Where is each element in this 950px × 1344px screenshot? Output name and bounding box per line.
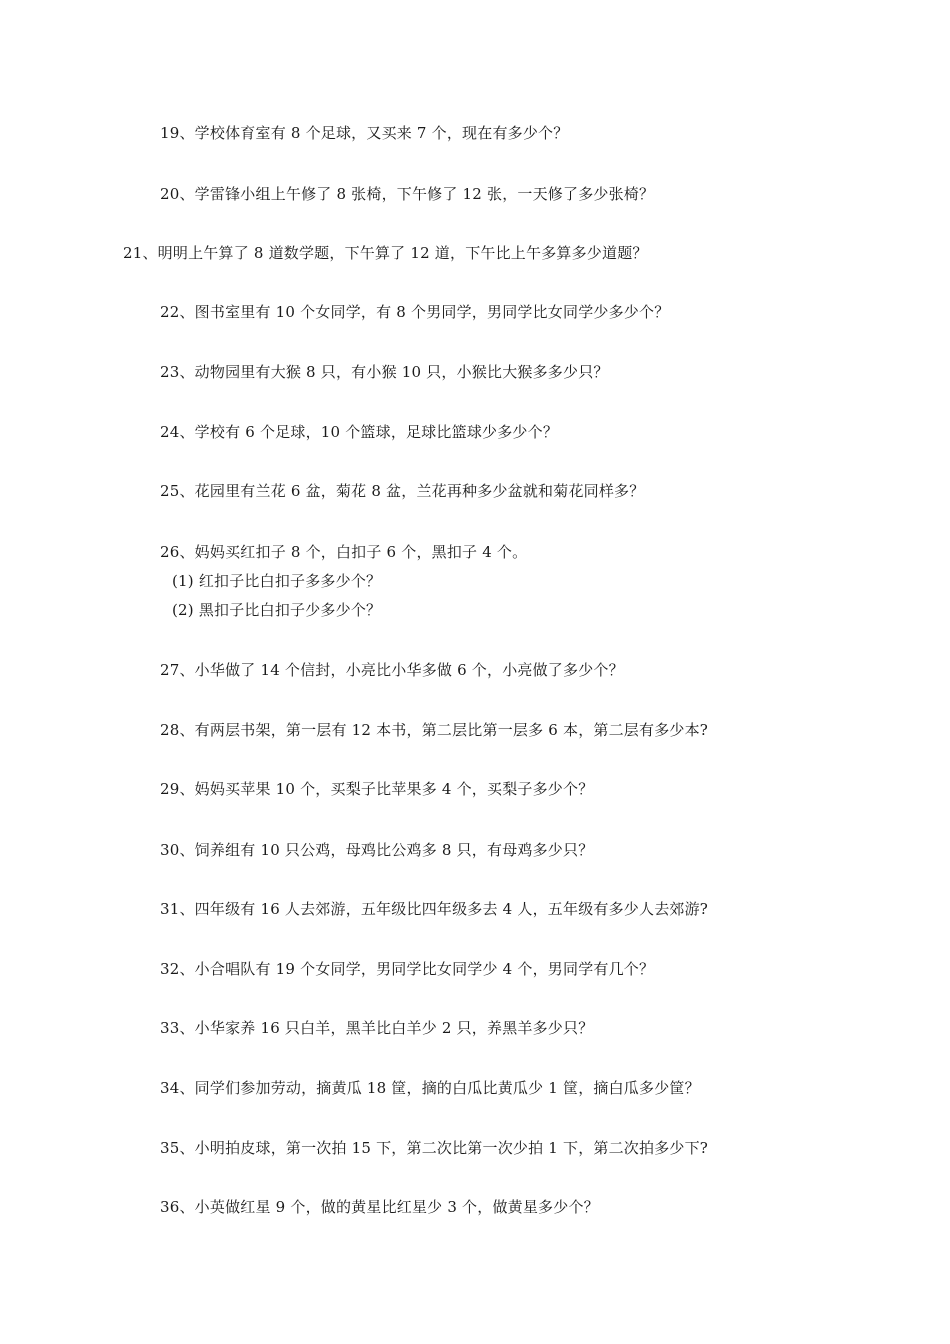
question-33: 33、小华家养 16 只白羊，黑羊比白羊少 2 只，养黑羊多少只？ (160, 1019, 594, 1037)
question-26: 26、妈妈买红扣子 8 个，白扣子 6 个，黑扣子 4 个。 (160, 543, 528, 561)
question-29: 29、妈妈买苹果 10 个，买梨子比苹果多 4 个，买梨子多少个？ (160, 780, 594, 798)
question-28: 28、有两层书架，第一层有 12 本书，第二层比第一层多 6 本，第二层有多少本? (160, 721, 709, 739)
question-35: 35、小明拍皮球，第一次拍 15 下，第二次比第一次少拍 1 下，第二次拍多少下? (160, 1139, 709, 1157)
question-24: 24、学校有 6 个足球，10 个篮球，足球比篮球少多少个？ (160, 423, 559, 441)
question-31: 31、四年级有 16 人去郊游，五年级比四年级多去 4 人，五年级有多少人去郊游? (160, 900, 709, 918)
question-27: 27、小华做了 14 个信封，小亮比小华多做 6 个，小亮做了多少个？ (160, 661, 624, 679)
question-26-part-2: (2) 黑扣子比白扣子少多少个？ (172, 601, 382, 619)
question-20: 20、学雷锋小组上午修了 8 张椅，下午修了 12 张，一天修了多少张椅？ (160, 185, 655, 203)
question-36: 36、小英做红星 9 个，做的黄星比红星少 3 个，做黄星多少个？ (160, 1198, 599, 1216)
question-34: 34、同学们参加劳动，摘黄瓜 18 筐，摘的白瓜比黄瓜少 1 筐，摘白瓜多少筐？ (160, 1079, 700, 1097)
question-25: 25、花园里有兰花 6 盆，菊花 8 盆，兰花再种多少盆就和菊花同样多？ (160, 482, 645, 500)
question-26-part-1: (1) 红扣子比白扣子多多少个？ (172, 572, 382, 590)
question-21: 21、明明上午算了 8 道数学题，下午算了 12 道，下午比上午多算多少道题？ (123, 244, 648, 262)
question-30: 30、饲养组有 10 只公鸡，母鸡比公鸡多 8 只，有母鸡多少只？ (160, 841, 594, 859)
question-22: 22、图书室里有 10 个女同学，有 8 个男同学，男同学比女同学少多少个？ (160, 303, 670, 321)
question-19: 19、学校体育室有 8 个足球，又买来 7 个，现在有多少个？ (160, 124, 569, 142)
question-32: 32、小合唱队有 19 个女同学，男同学比女同学少 4 个，男同学有几个？ (160, 960, 655, 978)
question-23: 23、动物园里有大猴 8 只，有小猴 10 只，小猴比大猴多多少只？ (160, 363, 609, 381)
